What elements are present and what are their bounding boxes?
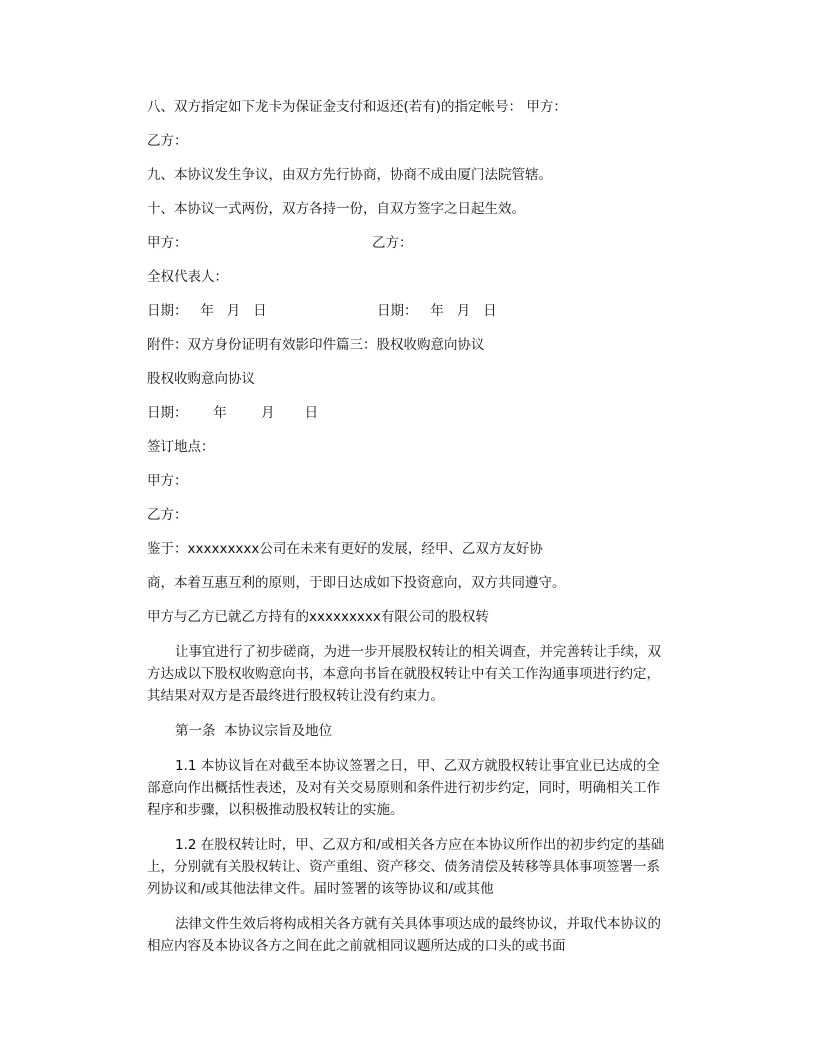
signature-parties-row <box>147 232 670 254</box>
party-a-line: 甲方： <box>147 473 188 489</box>
date-a: 日期： 年 月 日 <box>147 303 267 319</box>
signing-place-line: 签订地点： <box>147 439 215 455</box>
signature-dates-row <box>147 300 670 322</box>
clause-8-line: 八、双方指定如下龙卡为保证金支付和返还(若有)的指定帐号： 甲方： <box>147 99 567 115</box>
attachment-line: 附件：双方身份证明有效影印件篇三：股权收购意向协议 <box>147 337 485 353</box>
equity-transfer-line: 甲方与乙方已就乙方持有的xxxxxxxxx有限公司的股权转 <box>147 609 489 625</box>
paragraph-preliminary-consultation: 让事宜进行了初步磋商，为进一步开展股权转让的相关调查，并完善转让手续，双方达成以下股权收购意向书，本意向书旨在就股权转让中有关工作沟通事项进行约定，其结果对双方是否最终进行股权转让没有约束力。 <box>147 644 661 704</box>
whereas-line: 鉴于：xxxxxxxxx公司在未来有更好的发展，经甲、乙双方友好协 <box>147 541 543 557</box>
document-body <box>147 96 670 957</box>
paragraph-1-1: 1.1 本协议旨在对截至本协议签署之日，甲、乙双方就股权转让事宜业已达成的全部意向作出概括性表述，及对有关交易原则和条件进行初步约定，同时，明确相关工作程序和步骤，以积极推动股权转让的实施。 <box>147 758 660 818</box>
clause-10-line: 十、本协议一式两份，双方各持一份，自双方签字之日起生效。 <box>147 201 525 217</box>
authorized-representative-line: 全权代表人： <box>147 269 228 285</box>
date-b: 日期： 年 月 日 <box>377 303 497 319</box>
article-1-heading: 第一条 本协议宗旨及地位 <box>175 723 333 739</box>
party-b-label: 乙方： <box>372 235 413 251</box>
paragraph-1-2: 1.2 在股权转让时，甲、乙双方和/或相关各方应在本协议所作出的初步约定的基础上，分别就有关股权转让、资产重组、资产移交、债务清偿及转移等具体事项签署一系列协议和/或其他法律文件。届时签署的该等协议和/或其他 <box>147 837 665 897</box>
consultation-line: 商，本着互惠互利的原则，于即日达成如下投资意向，双方共同遵守。 <box>147 575 566 591</box>
agreement-title: 股权收购意向协议 <box>147 371 255 387</box>
clause-9-line: 九、本协议发生争议，由双方先行协商，协商不成由厦门法院管辖。 <box>147 167 552 183</box>
paragraph-final-agreement: 法律文件生效后将构成相关各方就有关具体事项达成的最终协议，并取代本协议的相应内容及本协议各方之间在此之前就相同议题所达成的口头的或书面 <box>147 916 661 954</box>
agreement-date-line: 日期： 年 月 日 <box>147 405 319 421</box>
party-b-line-2: 乙方： <box>147 507 188 523</box>
party-a-label: 甲方： <box>147 235 188 251</box>
party-b-line: 乙方： <box>147 133 188 149</box>
